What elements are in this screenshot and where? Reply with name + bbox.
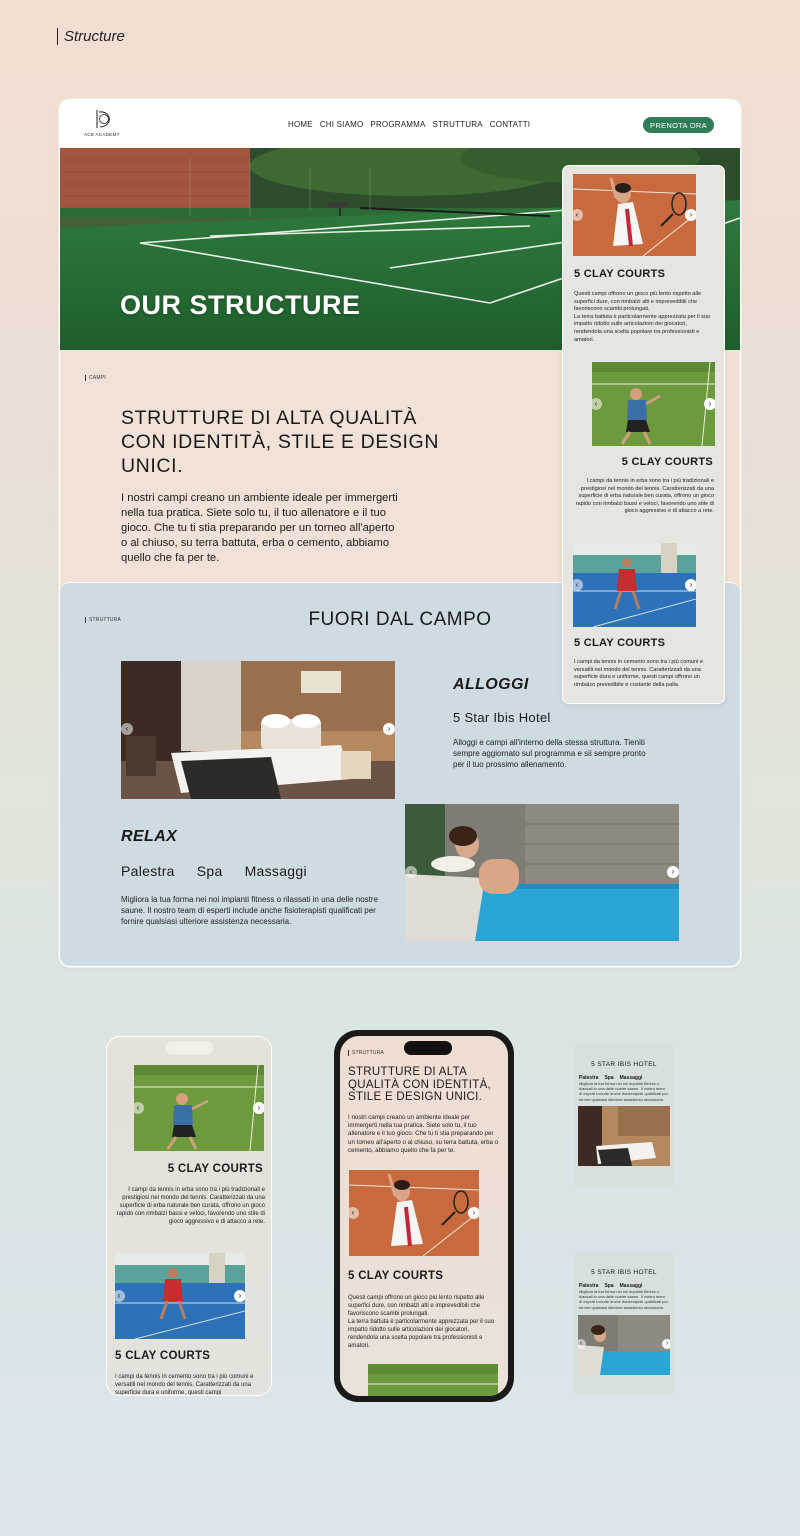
court-title-grass: 5 CLAY COURTS [167, 1163, 263, 1175]
court-text-clay: Questi campi offrono un gioco più lento rispetto alle superfici dure, con rimbalzi alti e imprevedibili che favoriscono scambi prolungati. La terra battuta è particolarmente apprezzata per il suo impatto ridotto sulle articolazioni dei giocatori, rendendola una scelta popolare tra professionisti e amatori. [574, 291, 711, 343]
prev-arrow-icon[interactable]: ‹ [592, 398, 602, 410]
fuori-title: FUORI DAL CAMPO [308, 609, 492, 630]
spa-image [405, 804, 679, 941]
tab-massaggi[interactable]: Massaggi [619, 1283, 643, 1289]
nav-home[interactable]: HOME [288, 120, 313, 129]
page-label: Structure [57, 28, 125, 45]
nav-programma[interactable]: PROGRAMMA [370, 120, 426, 129]
nav-chi-siamo[interactable]: CHI SIAMO [319, 120, 364, 129]
court-text-grass: I campi da tennis in erba sono tra i più tradizionali e prestigiosi nel mondo del tennis. Caratterizzati da una superficie di erba naturale ben curata, offrono un gioco rapido con rimbalzi bassi e veloci, favorendo uno stile di gioco aggressivo e di attacco a rete. [116, 1187, 265, 1225]
prev-arrow-icon[interactable]: ‹ [573, 579, 583, 591]
next-arrow-icon[interactable]: › [253, 1102, 264, 1114]
campi-text: I nostri campi creano un ambiente ideale per immergerti nella tua pratica. Siete solo tu, il tuo allenatore e il tuo gioco. Che tu ti stia preparando per un torneo all'aperto o al chiuso, su terra battuta, erba o cemento, abbiamo quello che fa per te. [121, 492, 398, 564]
spa-card [573, 1251, 675, 1395]
prenota-button[interactable]: PRENOTA ORA [643, 117, 714, 133]
spa-image [578, 1315, 670, 1375]
prev-arrow-icon[interactable]: ‹ [573, 209, 583, 221]
next-arrow-icon[interactable]: › [685, 579, 696, 591]
alloggi-subtitle: 5 Star Ibis Hotel [453, 710, 551, 725]
amenity-massaggi: Massaggi [244, 863, 307, 879]
courts-panel [562, 165, 725, 704]
court-text-grass: I campi da tennis in erba sono tra i più tradizionali e prestigiosi nel mondo del tennis. Caratterizzati da una superficie di erba naturale ben curata, offrono un gioco rapido con rimbalzi bassi e veloci, favorendo uno stile di gioco aggressivo e di attacco a rete. [575, 478, 714, 515]
prev-arrow-icon[interactable]: ‹ [349, 1207, 359, 1219]
hotel-image [578, 1106, 670, 1166]
nav-contatti[interactable]: CONTATTI [489, 120, 531, 129]
campi-tag: CAMPI [85, 375, 106, 381]
tab-spa[interactable]: Spa [604, 1283, 614, 1289]
tab-massaggi[interactable]: Massaggi [619, 1075, 643, 1081]
prev-arrow-icon[interactable]: ‹ [578, 1339, 586, 1349]
struttura-tag: STRUTTURA [85, 617, 121, 623]
prev-arrow-icon[interactable]: ‹ [405, 866, 417, 878]
hero-title: OUR STRUCTURE [120, 290, 361, 320]
next-arrow-icon[interactable]: › [468, 1207, 479, 1219]
card-text: Migliora la tua forma nei noi impianti fitness o rilassati in una delle nostre saune. Il nostro team di esperti include anche fisioterapisti qualificati per fornire qualsiasi ulteriore assistenza necessaria. [579, 1289, 668, 1310]
logo[interactable] [84, 108, 128, 142]
next-arrow-icon[interactable]: › [383, 723, 395, 735]
hard-court-image [115, 1253, 245, 1339]
grass-court-image [368, 1364, 498, 1396]
card-title: 5 STAR IBIS HOTEL [591, 1061, 657, 1068]
grass-court-image [134, 1065, 264, 1151]
hotel-card [573, 1043, 675, 1187]
prev-arrow-icon[interactable]: ‹ [134, 1102, 144, 1114]
card-text: Migliora la tua forma nei noi impianti fitness o rilassati in una delle nostre saune. Il nostro team di esperti include anche fisioterapisti qualificati per fornire qualsiasi ulteriore assistenza necessaria. [579, 1081, 668, 1102]
court-title-hard: 5 CLAY COURTS [115, 1350, 211, 1362]
amenity-palestra: Palestra [121, 863, 175, 879]
court-title-clay: 5 CLAY COURTS [574, 268, 666, 280]
card-title: 5 STAR IBIS HOTEL [591, 1269, 657, 1276]
navbar [60, 100, 740, 148]
amenity-spa: Spa [196, 863, 223, 879]
struttura-tag: STRUTTURA [348, 1050, 384, 1056]
main-menu [288, 120, 530, 129]
campi-heading: STRUTTURE DI ALTA QUALITÀ CON IDENTITÀ, STILE E DESIGN UNICI. [121, 407, 440, 477]
clay-court-image [573, 174, 696, 256]
tab-palestra[interactable]: Palestra [579, 1283, 599, 1289]
clay-court-image [349, 1170, 479, 1256]
phone-notch [404, 1041, 452, 1055]
tab-spa[interactable]: Spa [604, 1075, 614, 1081]
next-arrow-icon[interactable]: › [234, 1290, 245, 1302]
phone-screen [340, 1036, 508, 1396]
tab-palestra[interactable]: Palestra [579, 1075, 599, 1081]
phone-heading: STRUTTURE DI ALTA QUALITÀ CON IDENTITÀ, STILE E DESIGN UNICI. [348, 1066, 492, 1103]
hard-court-image [573, 543, 696, 627]
court-title-hard: 5 CLAY COURTS [574, 637, 666, 649]
hotel-image [121, 661, 395, 799]
prev-arrow-icon[interactable]: ‹ [121, 723, 133, 735]
phone-text: I nostri campi creano un ambiente ideale per immergerti nella tua pratica. Siete solo tu, il tuo allenatore e il tuo gioco. Che tu ti stia preparando per un torneo all'aperto o al chiuso, su terra battuta, erba o cemento, abbiamo quello che fa per te. [348, 1114, 499, 1154]
grass-court-image [592, 362, 715, 446]
court-text-clay: Questi campi offrono un gioco più lento rispetto alle superfici dure, con rimbalzi alti e imprevedibili che favoriscono scambi prolungati. La terra battuta è particolarmente apprezzata per il suo impatto ridotto sulle articolazioni dei giocatori, rendendola una scelta popolare tra professionisti e amatori. [348, 1295, 495, 1349]
mobile-notch [165, 1041, 213, 1055]
court-text-hard: I campi da tennis in cemento sono tra i più comuni e versatili nel mondo del tennis. Caratterizzati da una superficie dura e uniforme, questi campi [115, 1374, 254, 1396]
relax-heading: RELAX [121, 828, 178, 845]
mobile-courts-mockup [106, 1036, 272, 1396]
relax-text: Migliora la tua forma nei noi impianti fitness o rilassati in una delle nostre saune. Il nostro team di esperti include anche fisioterapisti qualificati per fornire qualsiasi ulteriore assistenza necessaria. [121, 895, 379, 926]
court-title-clay: 5 CLAY COURTS [348, 1270, 444, 1282]
next-arrow-icon[interactable]: › [685, 209, 696, 221]
phone-mockup [334, 1030, 514, 1402]
next-arrow-icon[interactable]: › [667, 866, 679, 878]
alloggi-heading: ALLOGGI [453, 676, 529, 693]
nav-struttura[interactable]: STRUTTURA [432, 120, 483, 129]
relax-amenities [121, 863, 307, 879]
court-title-grass: 5 CLAY COURTS [621, 456, 713, 468]
alloggi-text: Alloggi e campi all'interno della stessa struttura. Tieniti sempre aggiornato sul programma e sii sempre pronto per il tuo prossimo allenamento. [453, 738, 646, 769]
court-text-hard: I campi da tennis in cemento sono tra i più comuni e versatili nel mondo del tennis. Caratterizzati da una superficie dura e uniforme, questi campi offrono un rimbalzo prevedibile e costante della palla. [574, 659, 704, 688]
logo-text: ACE ACADEMY [84, 132, 120, 137]
prev-arrow-icon[interactable]: ‹ [115, 1290, 125, 1302]
logo-icon [92, 108, 114, 130]
next-arrow-icon[interactable]: › [704, 398, 715, 410]
next-arrow-icon[interactable]: › [662, 1339, 670, 1349]
